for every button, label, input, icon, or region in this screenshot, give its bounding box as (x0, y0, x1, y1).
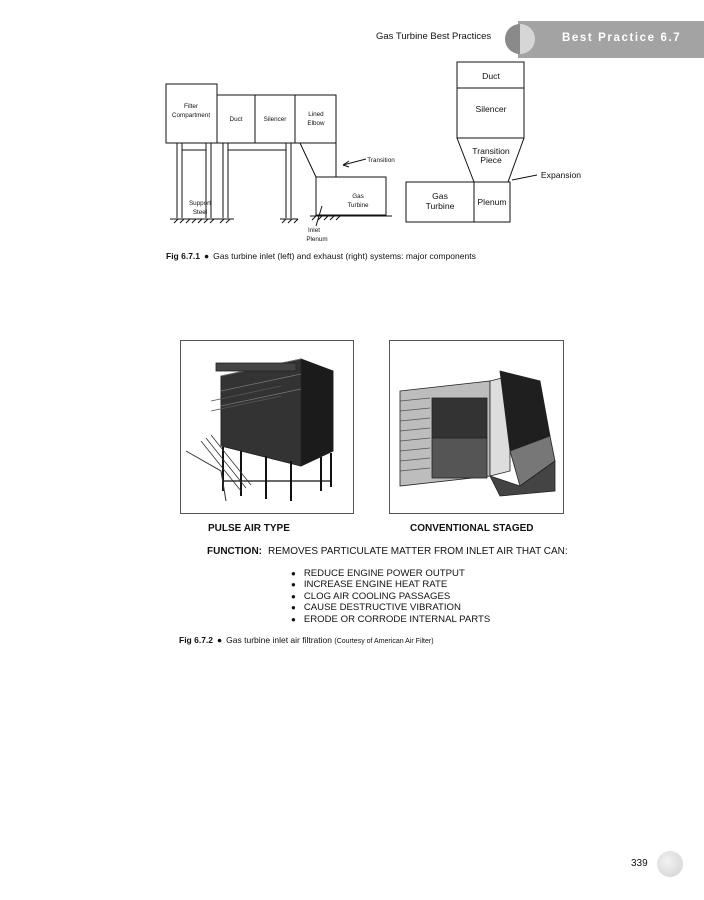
label-transition-1: Transition (472, 146, 510, 156)
running-title: Gas Turbine Best Practices (376, 31, 492, 42)
caption-credit: (Courtesy of American Air Filter) (334, 638, 434, 645)
figure-6-7-1-caption: Fig 6.7.1 ● Gas turbine inlet (left) and exhaust (right) systems: major components (166, 251, 476, 261)
label-steel: Steel (192, 209, 208, 216)
label-lined: Lined (308, 111, 324, 118)
list-item: ● CAUSE DESTRUCTIVE VIBRATION (291, 602, 490, 613)
pulse-air-type-label: PULSE AIR TYPE (208, 523, 290, 534)
lined-elbow-box (295, 95, 336, 143)
label-expansion: Expansion (540, 170, 582, 180)
label-support: Support (188, 200, 212, 207)
conventional-staged-photo (389, 340, 564, 514)
caption-number: Fig 6.7.1 (166, 251, 201, 261)
list-item: ● INCREASE ENGINE HEAT RATE (291, 579, 490, 590)
effects-bullet-list (291, 568, 490, 625)
label-inlet: Inlet (308, 227, 320, 234)
label-elbow: Elbow (307, 120, 325, 127)
label-right-gas: Gas (432, 191, 448, 201)
section-tab-label: Best Practice 6.7 (562, 32, 682, 44)
label-piece: Piece (480, 155, 502, 165)
list-item: ● CLOG AIR COOLING PASSAGES (291, 591, 490, 602)
label-left-duct: Duct (229, 116, 243, 123)
left-gas-turbine-box (316, 177, 386, 215)
function-label: FUNCTION: (207, 546, 262, 557)
label-right-turbine: Turbine (425, 201, 455, 211)
caption-number: Fig 6.7.2 (179, 635, 214, 645)
caption-text: Gas turbine inlet (left) and exhaust (right) systems: major components (213, 251, 476, 261)
label-compartment: Compartment (171, 112, 211, 119)
conventional-staged-label: CONVENTIONAL STAGED (410, 523, 534, 534)
label-right-silencer: Silencer (475, 104, 507, 114)
transition-sides (300, 143, 336, 177)
label-transition: Transition (367, 157, 395, 164)
label-right-duct: Duct (482, 71, 500, 81)
label-plenum: Plenum (306, 236, 328, 243)
function-text: REMOVES PARTICULATE MATTER FROM INLET AIR THAT CAN: (268, 546, 568, 557)
label-right-plenum: Plenum (477, 197, 507, 207)
list-item: ● REDUCE ENGINE POWER OUTPUT (291, 568, 490, 579)
figure-6-7-2-caption: Fig 6.7.2 ● Gas turbine inlet air filtration (Courtesy of American Air Filter) (179, 635, 434, 645)
page-number-circle-ornament (657, 851, 683, 877)
page-number: 339 (631, 858, 648, 869)
label-left-silencer: Silencer (263, 116, 287, 123)
function-statement (207, 546, 568, 557)
label-left-gas: Gas (352, 193, 364, 200)
caption-text: Gas turbine inlet air filtration (226, 635, 332, 645)
label-filter: Filter (184, 103, 198, 110)
figure-6-7-1-diagram (0, 0, 704, 250)
pulse-air-photo (180, 340, 354, 514)
list-item: ● ERODE OR CORRODE INTERNAL PARTS (291, 614, 490, 625)
label-left-turbine: Turbine (347, 202, 369, 209)
